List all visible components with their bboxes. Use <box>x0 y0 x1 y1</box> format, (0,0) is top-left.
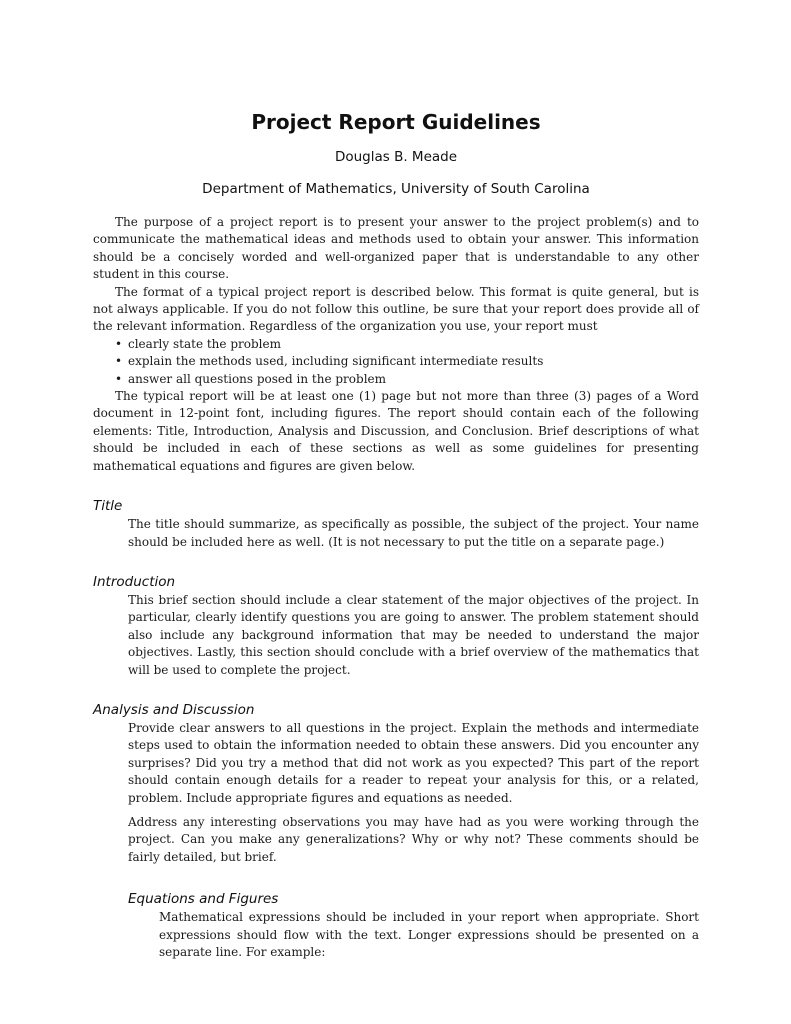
document-page <box>93 108 699 961</box>
section-body-introduction <box>93 592 699 679</box>
author-affiliation: Department of Mathematics, University of South Carolina <box>202 181 590 197</box>
subsection-body-equations <box>93 909 699 961</box>
list-item <box>115 371 699 388</box>
section-body-title <box>93 516 699 551</box>
document-title: Project Report Guidelines <box>251 110 541 134</box>
section-heading-analysis: Analysis and Discussion <box>93 701 255 718</box>
author-name: Douglas B. Meade <box>334 149 458 165</box>
section-heading-introduction: Introduction <box>93 573 176 590</box>
list-item <box>115 353 699 370</box>
list-item-text: answer all questions posed in the problem <box>128 371 387 386</box>
subsection-heading-equations: Equations and Figures <box>128 891 279 908</box>
bullet-icon: • <box>115 354 123 369</box>
requirements-list <box>93 336 699 388</box>
list-item <box>115 336 699 353</box>
list-item-text: clearly state the problem <box>128 336 281 351</box>
section-paragraph: The title should summarize, as specifically as possible, the subject of the project. Your name should be included here as well. (It is not necessary to put the title on a separate page.) <box>128 517 699 549</box>
bullet-icon: • <box>115 371 123 386</box>
section-paragraph: Provide clear answers to all questions in the project. Explain the methods and intermediate steps used to obtain the information needed to obtain these answers. Did you encounter any surprises? Did you try a method that did not work as you expected? This part of the report should contain enough details for a reader to repeat your analysis for this, or a related, problem. Include appropriate figures and equations as needed. <box>128 720 699 805</box>
intro-paragraph-1: The purpose of a project report is to present your answer to the project problem(s) and to communicate the mathematical ideas and methods used to obtain your answer. This information should be a concisely worded and well-organized paper that is understandable to any other student in this course. <box>93 215 699 282</box>
section-paragraph: Mathematical expressions should be included in your report when appropriate. Short expressions should flow with the text. Longer expressions should be presented on a separate line. For example: <box>159 910 699 959</box>
section-body-analysis <box>93 720 699 866</box>
bullet-icon: • <box>115 336 123 351</box>
intro-paragraph-2: The format of a typical project report is described below. This format is quite general, but is not always applicable. If you do not follow this outline, be sure that your report does provide all of the relevant information. Regardless of the organization you use, your report must <box>93 284 699 334</box>
section-paragraph: This brief section should include a clear statement of the major objectives of the project. In particular, clearly identify questions you are going to answer. The problem statement should also include any background information that may be needed to understand the major objectives. Lastly, this section should conclude with a brief overview of the mathematics that will be used to complete the project. <box>128 592 699 677</box>
list-item-text: explain the methods used, including significant intermediate results <box>128 354 544 369</box>
intro-paragraph-3: The typical report will be at least one (1) page but not more than three (3) pages of a Word document in 12-point font, including figures. The report should contain each of the following elements: Title, Introduction, Analysis and Discussion, and Conclusion. Brief descriptions of what should be included in each of these sections as well as some guidelines for presenting mathematical equations and figures are given below. <box>93 389 699 473</box>
section-heading-title: Title <box>93 498 123 515</box>
intro-block <box>93 214 699 475</box>
section-paragraph: Address any interesting observations you may have had as you were working through the project. Can you make any generalizations? Why or why not? These comments should be fairly detailed, but brief. <box>128 814 699 864</box>
